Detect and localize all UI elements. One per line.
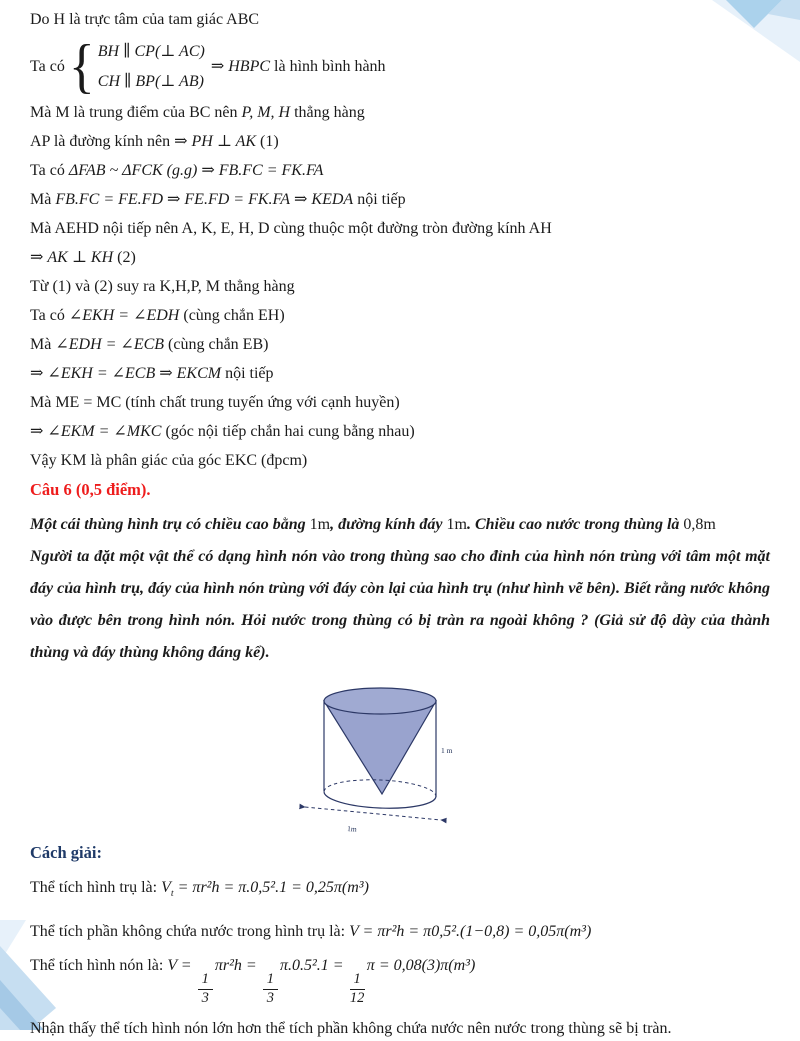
solution-line: Thể tích hình nón là: V = $\frac{1}{3}$ πr²h = $\frac{1}{3}$ π.0.5².1 = $\frac{1}{12}$ π = 0,08(3)π(m³) <box>30 956 476 1006</box>
proof-line: Mà FB.FC = FE.FD ⇒ FE.FD = FK.FA ⇒ KEDA nội tiếp <box>30 191 406 208</box>
curly-brace: { <box>68 32 95 100</box>
conclusion-text: ⇒ HBPC là hình bình hành <box>210 57 386 75</box>
proof-line: Mà ME = MC (tính chất trung tuyến ứng với cạnh huyền) <box>30 394 400 411</box>
proof-line: Mà M là trung điểm của BC nên P, M, H thẳng hàng <box>30 104 365 121</box>
diameter-arrow <box>305 807 441 820</box>
proof-line: Vậy KM là phân giác của góc EKC (đpcm) <box>30 452 308 469</box>
case-line: BH ∥ CP(⊥ AC) <box>97 42 205 60</box>
proof-line: Ta có ∠EKH = ∠EDH (cùng chắn EH) <box>30 307 285 324</box>
proof-line: Từ (1) và (2) suy ra K,H,P, M thẳng hàng <box>30 278 295 295</box>
case-line: CH ∥ BP(⊥ AB) <box>97 72 204 90</box>
bottom-ellipse-front <box>323 792 436 811</box>
proof-line: Mà AEHD nội tiếp nên A, K, E, H, D cùng thuộc một đường tròn đường kính AH <box>30 220 552 237</box>
proof-line: ⇒ AK ⊥ KH (2) <box>30 249 136 266</box>
question-heading: Câu 6 (0,5 điểm). <box>30 480 151 499</box>
proof-line: ⇒ ∠EKM = ∠MKC (góc nội tiếp chắn hai cung bằng nhau) <box>30 423 415 440</box>
proof-line-prefix: Ta có <box>30 57 65 75</box>
problem-statement: Một cái thùng hình trụ có chiều cao bằng 1m, đường kính đáy 1m. Chiều cao nước trong thùng là 0,8m <box>30 516 716 533</box>
solution-heading: Cách giải: <box>30 843 102 862</box>
solution-line: Thể tích phần không chứa nước trong hình trụ là: V = πr²h = π0,5².(1−0,8) = 0,05π(m³) <box>30 922 592 940</box>
figure-container <box>30 673 770 839</box>
top-ellipse <box>324 688 436 714</box>
case-list <box>98 42 205 91</box>
solution-conclusion: Nhận thấy thể tích hình nón lớn hơn thể tích phần không chứa nước nên nước trong thùng sẽ bị tràn. <box>30 1019 672 1037</box>
proof-line: ⇒ ∠EKH = ∠ECB ⇒ EKCM nội tiếp <box>30 365 274 382</box>
system-of-conditions <box>30 32 770 100</box>
diameter-label: 1m <box>346 824 357 834</box>
proof-line: Ta có ΔFAB ~ ΔFCK (g.g) ⇒ FB.FC = FK.FA <box>30 162 324 179</box>
problem-statement: Người ta đặt một vật thể có dạng hình nón vào trong thùng sao cho đỉnh của hình nón trùng với tâm một mặt đáy của hình trụ, đáy của hình nón trùng với đáy còn lại của hình trụ (như hình vẽ bên). Biết rằng nước không vào được bên trong hình nón. Hỏi nước trong thùng có bị tràn ra ngoài không ? (Giả sử độ dày của thành thùng và đáy thùng không đáng kể). <box>30 548 770 661</box>
proof-line: Do H là trực tâm của tam giác ABC <box>30 11 260 28</box>
proof-line: AP là đường kính nên ⇒ PH ⊥ AK (1) <box>30 133 279 150</box>
proof-line: Mà ∠EDH = ∠ECB (cùng chắn EB) <box>30 336 269 353</box>
solution-line: Thể tích hình trụ là: $V_t = \pi r^2h = \pi.0,5^2.1 = 0,25\pi(m^3)$ <box>30 879 369 899</box>
height-label: 1 m <box>440 746 452 755</box>
cylinder-cone-figure <box>283 673 518 839</box>
